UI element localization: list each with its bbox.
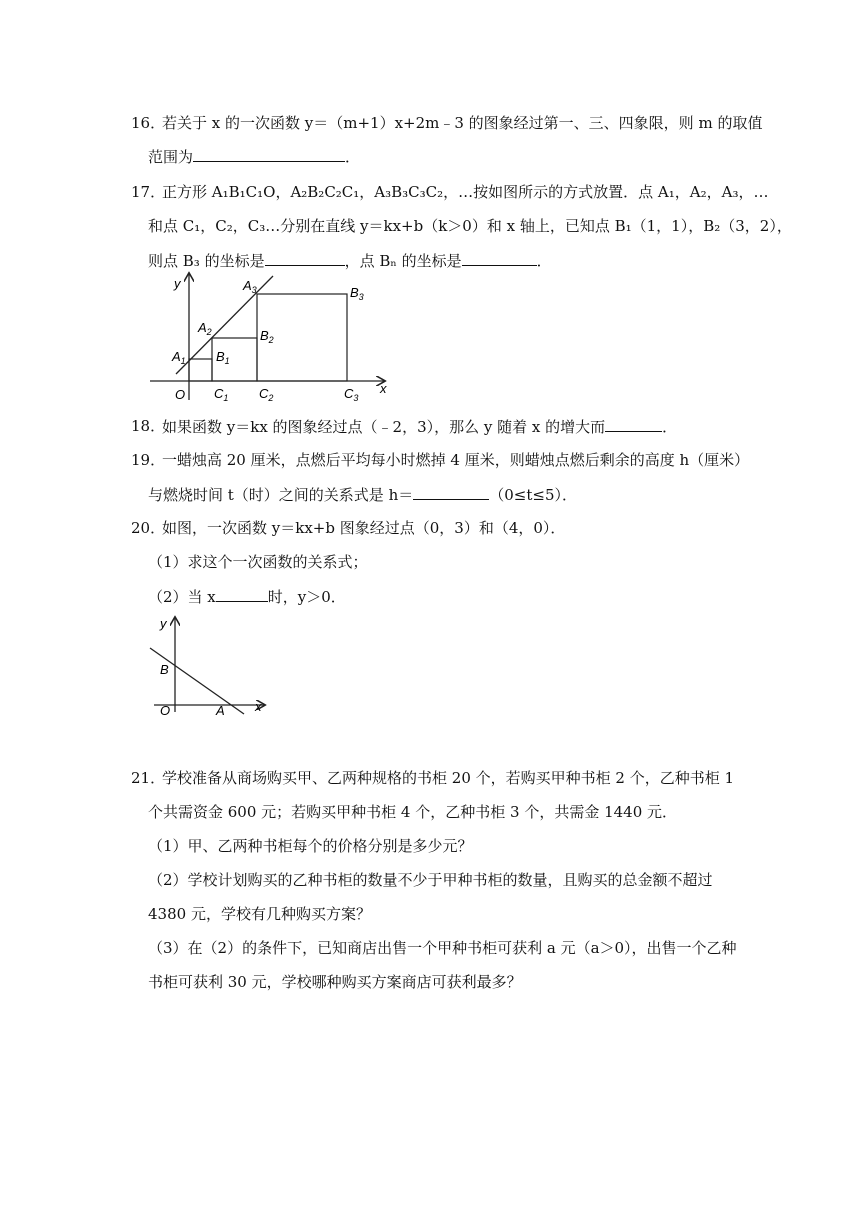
q20-label-origin: O [160,703,171,718]
label-A3: $A_3$ [243,278,257,295]
label-C2: $C_2$ [259,386,274,403]
q21-text-part3-line1: （3）在（2）的条件下，已知商店出售一个甲种书柜可获利 a 元（a＞0），出售一个乙种 [148,939,737,957]
q20-text-part2a: （2）当 x [148,588,216,606]
q21-number: 21． [131,769,166,787]
q17-number: 17． [131,183,166,201]
q21-text-part3-line2: 书柜可获利 30 元，学校哪种购买方案商店可获利最多？ [148,973,522,991]
q19-answer-blank[interactable] [413,484,489,500]
q18-answer-blank[interactable] [605,416,662,432]
label-C3: $C_3$ [344,386,359,403]
q20-label-B: B [160,662,169,677]
label-B1: $B_1$ [216,349,230,366]
q21-text-line2: 个共需资金 600 元；若购买甲种书柜 4 个，乙种书柜 3 个，共需金 1440 元． [148,803,678,821]
q20-text-part2b: 时，y＞0． [267,588,346,606]
q17-label-y: y [174,276,181,291]
q20-line-figure [140,612,280,722]
q17-label-x: x [380,381,387,396]
q21-text-part2-line2: 4380 元，学校有几种购买方案？ [148,905,371,923]
q20-answer-blank[interactable] [216,586,268,602]
q16-text-line1: 若关于 x 的一次函数 y＝（m+1）x+2m﹣3 的图象经过第一、三、四象限，则 m 的取值 [162,114,763,132]
q16-answer-blank[interactable] [193,146,345,162]
q19-text-line2b: （0≤t≤5）． [489,486,577,504]
q16-text-line2a: 范围为 [148,148,194,166]
q20-label-y: y [160,616,167,631]
q18-number: 18． [131,417,166,435]
q17-text-line1: 正方形 A₁B₁C₁O，A₂B₂C₂C₁，A₃B₃C₃C₂，…按如图所示的方式放置．点 A₁，A₂，A₃，… [162,183,769,201]
label-A2: $A_2$ [198,320,212,337]
q20-number: 20． [131,519,166,537]
q17-text-line3b: ，点 Bₙ 的坐标是 [344,252,462,270]
q19-number: 19． [131,451,166,469]
square-1 [189,359,212,381]
q20-label-A: A [216,703,225,718]
q18-text-a: 如果函数 y＝kx 的图象经过点（﹣2，3），那么 y 随着 x 的增大而 [162,418,606,436]
q19-text-line1: 一蜡烛高 20 厘米，点燃后平均每小时燃掉 4 厘米，则蜡烛点燃后剩余的高度 h（厘米） [162,451,750,469]
label-B3: $B_3$ [350,285,364,302]
q21-text-part2-line1: （2）学校计划购买的乙种书柜的数量不少于甲种书柜的数量，且购买的总金额不超过 [148,871,713,889]
q17-text-line3a: 则点 B₃ 的坐标是 [148,252,265,270]
q21-text-part1: （1）甲、乙两种书柜每个的价格分别是多少元？ [148,837,473,855]
q17-squares-figure [140,268,400,408]
q20-label-x: x [255,699,262,714]
label-B2: $B_2$ [260,328,274,345]
label-A1: $A_1$ [172,349,186,366]
q17-bn-blank[interactable] [462,250,537,266]
q20-text-part1: （1）求这个一次函数的关系式； [148,553,368,571]
q17-label-origin: O [175,387,186,402]
label-C1: $C_1$ [214,386,229,403]
q17-text-line2: 和点 C₁，C₂，C₃…分别在直线 y＝kx+b（k＞0）和 x 轴上，已知点 B₁（1，1），B₂（3，2）， [148,217,792,235]
q16-number: 16． [131,114,166,132]
q20-text-line1: 如图，一次函数 y＝kx+b 图象经过点（0，3）和（4，0）． [162,519,566,537]
q17-text-line3c: ． [536,252,552,270]
q16-text-line2b: ． [345,148,361,166]
q18-text-b: ． [662,418,678,436]
q21-text-line1: 学校准备从商场购买甲、乙两种规格的书柜 20 个，若购买甲种书柜 2 个，乙种书柜 1 [162,769,735,787]
q19-text-line2a: 与燃烧时间 t（时）之间的关系式是 h＝ [148,486,414,504]
q17-b3-blank[interactable] [265,250,345,266]
